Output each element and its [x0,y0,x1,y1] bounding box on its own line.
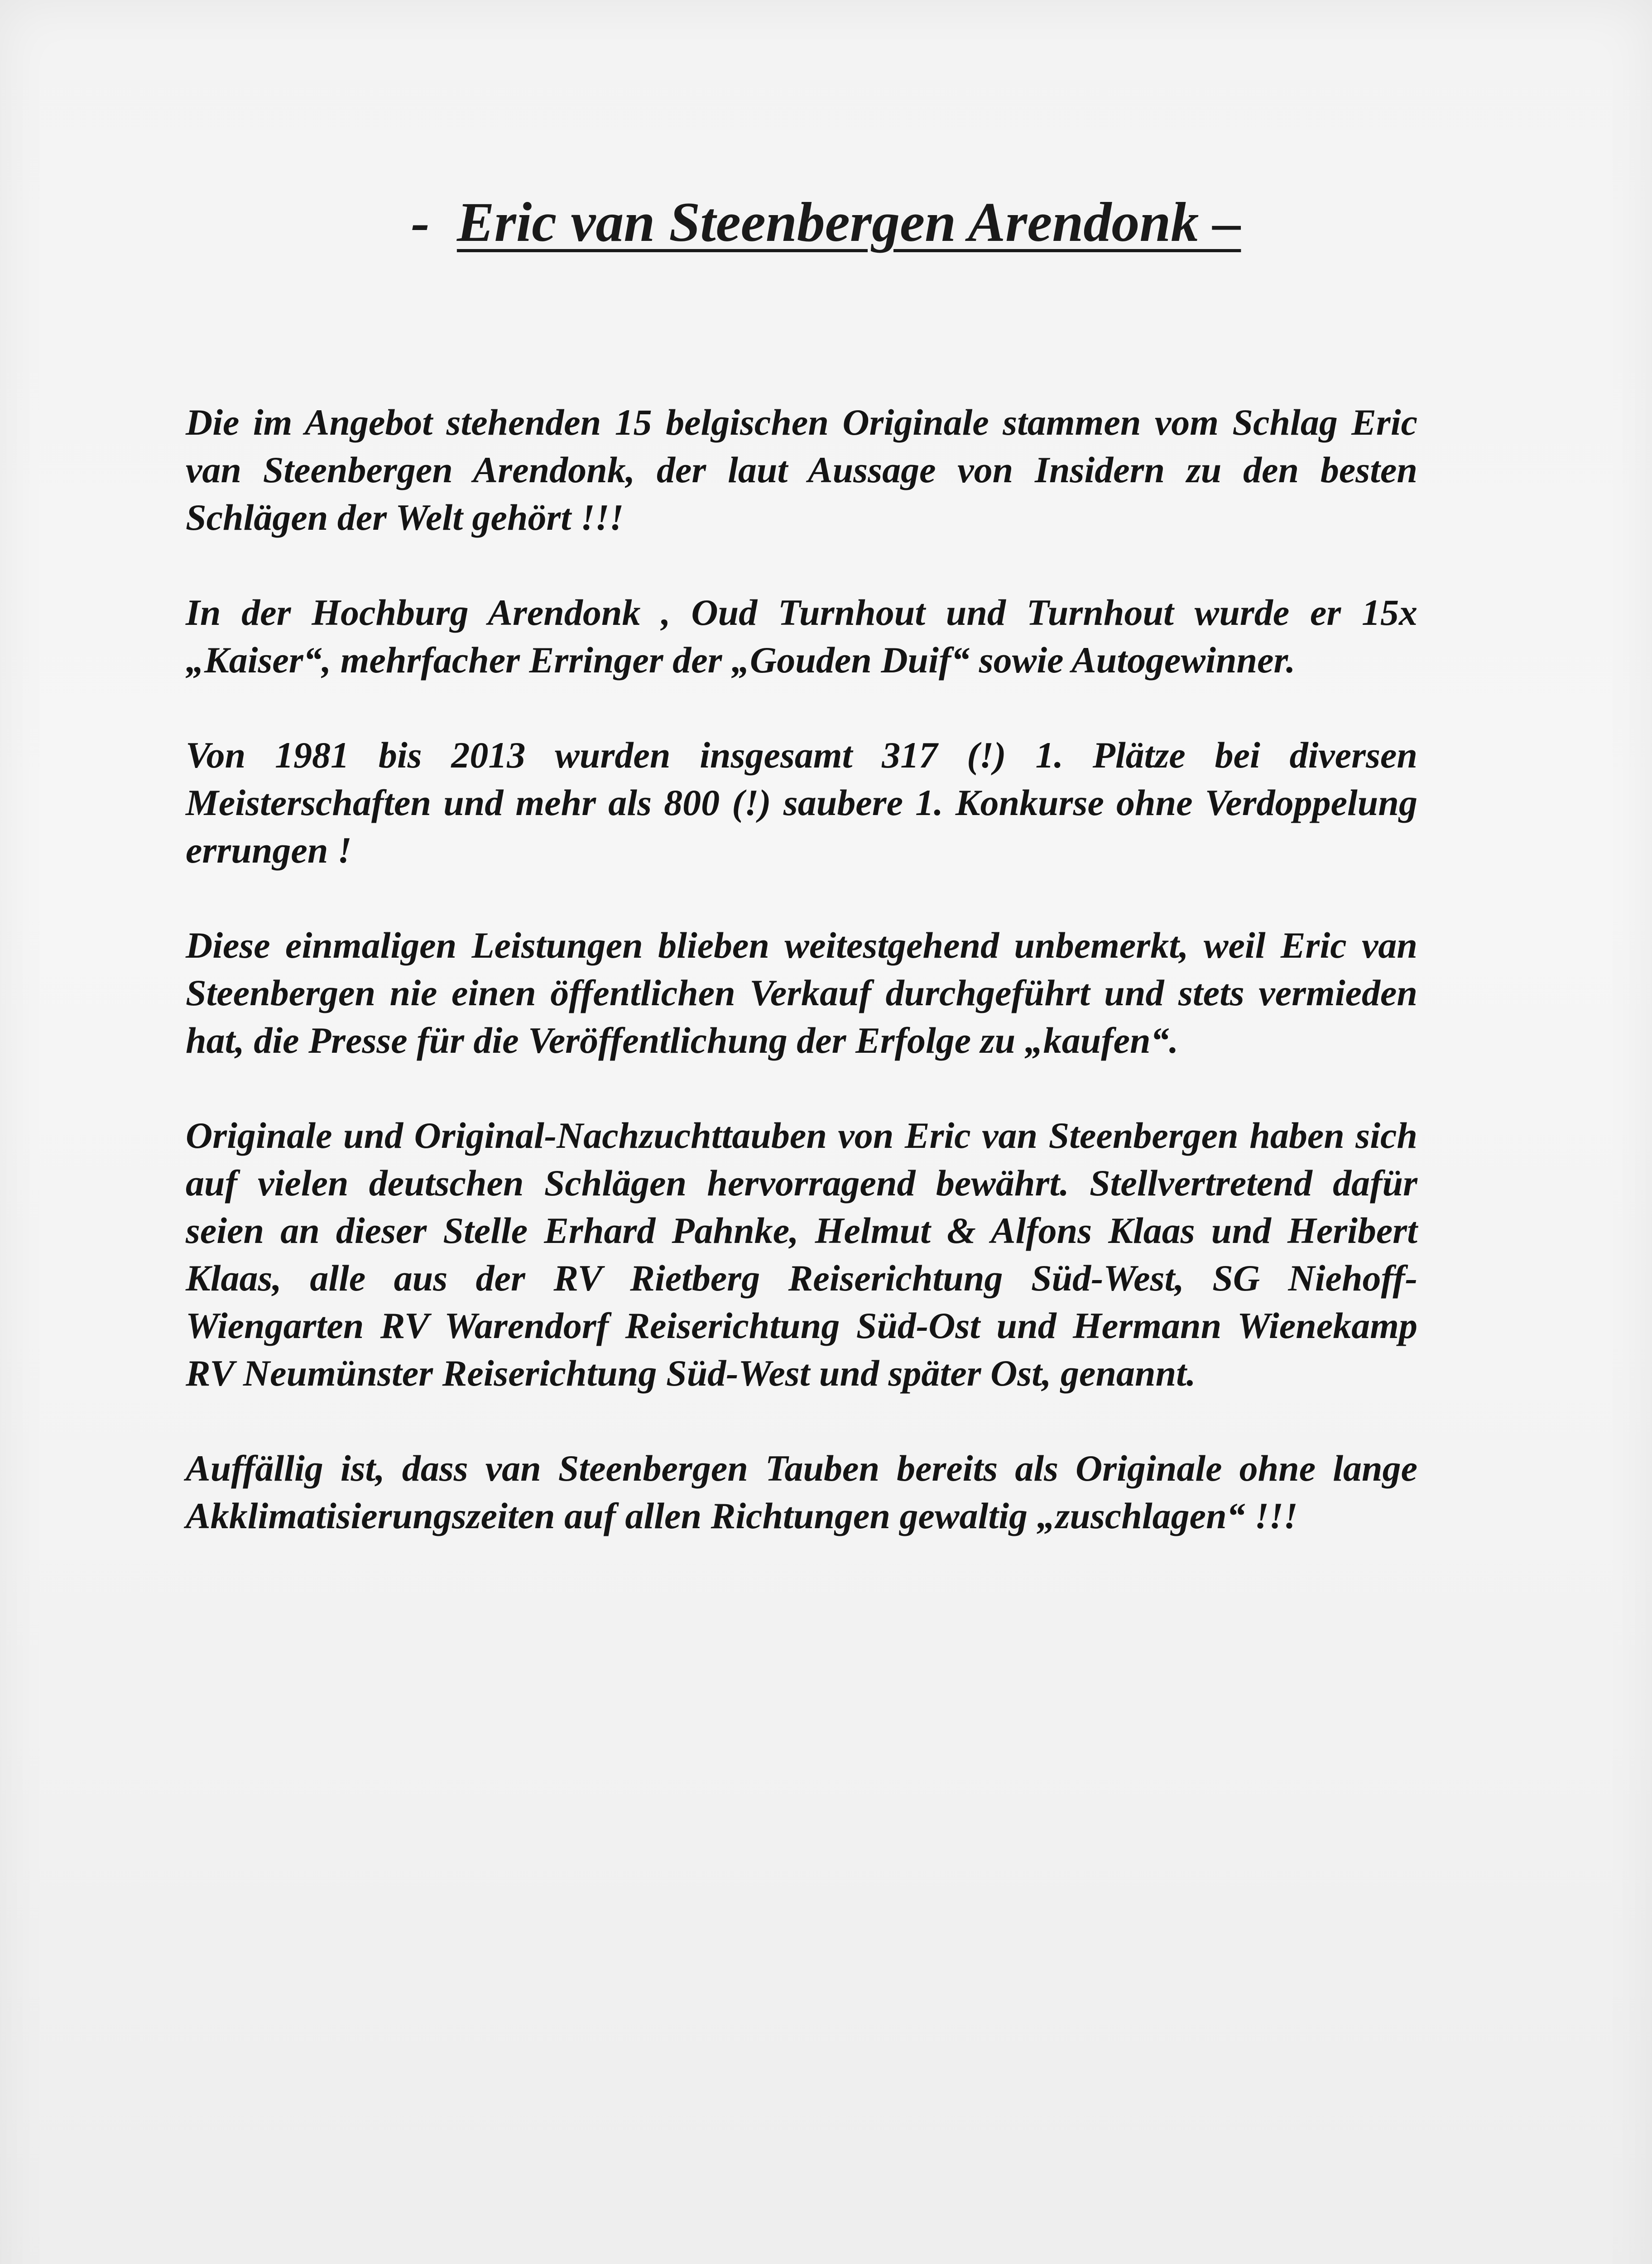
paragraph-kaiser: In der Hochburg Arendonk , Oud Turnhout und Turnhout wurde er 15x „Kaiser“, mehrfacher Erringer der „Gouden Duif“ sowie Autogewinner. [186,592,1417,681]
paragraph-origin: Die im Angebot stehenden 15 belgischen Originale stammen vom Schlag Eric van Steenbergen Arendonk, der laut Aussage von Insidern zu den besten Schlägen der Welt gehört !!! [186,402,1417,538]
document-body [186,398,1417,1587]
paragraph-acclimatization: Auffällig ist, dass van Steenbergen Tauben bereits als Originale ohne lange Akklimatisierungszeiten auf allen Richtungen gewaltig „zuschlagen“ !!! [186,1448,1417,1536]
paragraph-unnoticed: Diese einmaligen Leistungen blieben weitestgehend unbemerkt, weil Eric van Steenbergen nie einen öffentlichen Verkauf durchgeführt und stets vermieden hat, die Presse für die Veröffentlichung der Erfolge zu „kaufen“. [186,925,1417,1061]
paragraph-results: Von 1981 bis 2013 wurden insgesamt 317 (!) 1. Plätze bei diversen Meisterschaften und mehr als 800 (!) saubere 1. Konkurse ohne Verdoppelung errungen ! [186,734,1417,871]
title-prefix-dash: - [411,191,430,253]
paragraph-german-lofts: Originale und Original-Nachzuchttauben von Eric van Steenbergen haben sich auf vielen deutschen Schlägen hervorragend bewährt. Stellvertretend dafür seien an dieser Stelle Erhard Pahnke, Helmut & Alfons Klaas und Heribert Klaas, alle aus der RV Rietberg Reiserichtung Süd-West, SG Niehoff-Wiengarten RV Warendorf Reiserichtung Süd-Ost und Hermann Wienekamp RV Neumünster Reiserichtung Süd-West und später Ost, genannt. [186,1115,1417,1394]
document-title [0,190,1652,254]
title-text: Eric van Steenbergen Arendonk – [456,191,1241,253]
